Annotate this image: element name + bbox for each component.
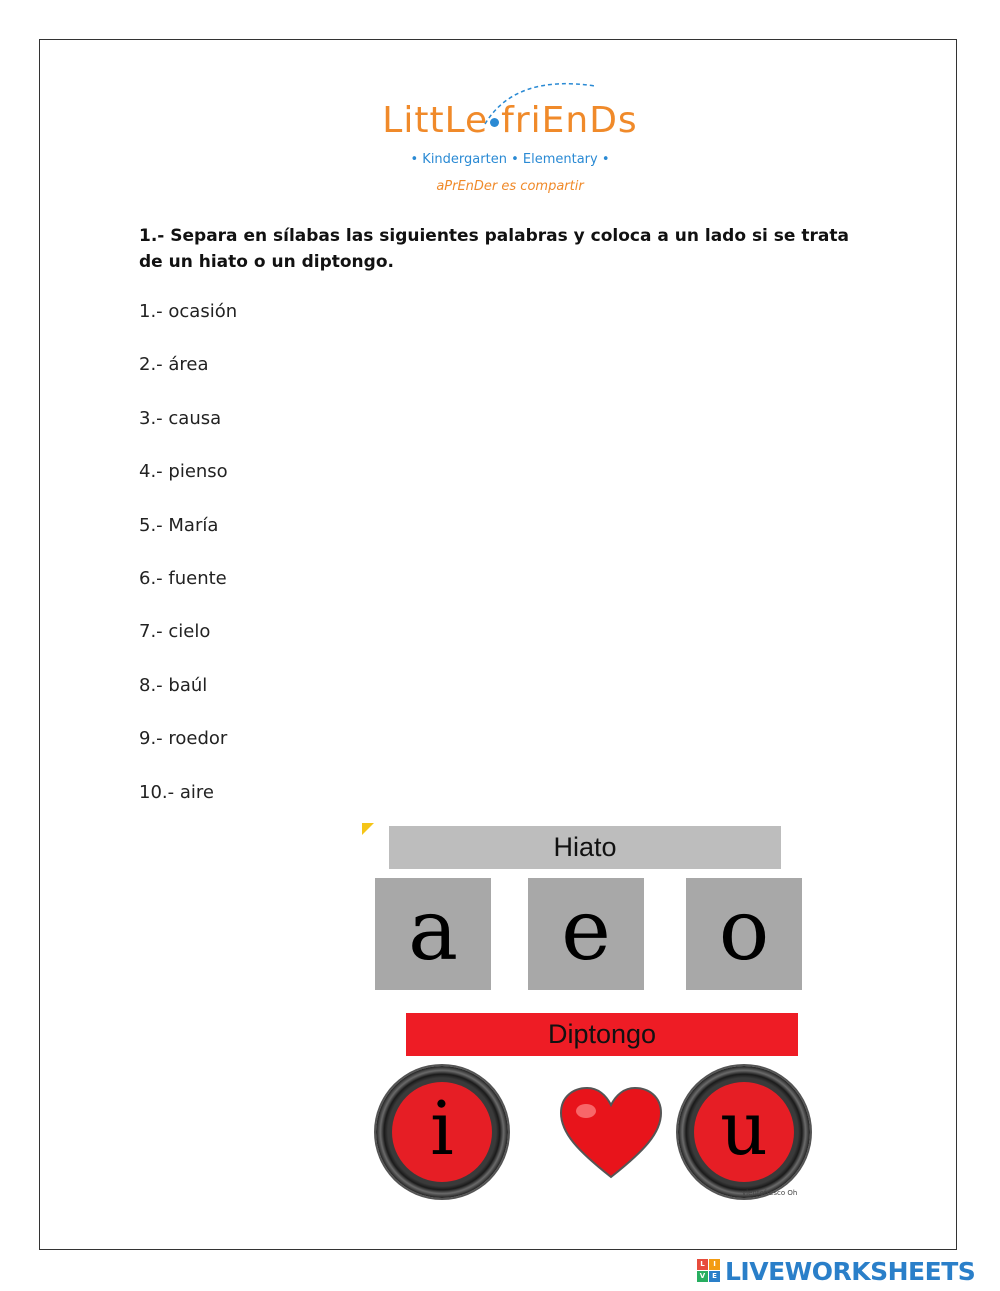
vowel-box-e: e [528, 878, 644, 990]
bottle-cap-letter: u [694, 1082, 794, 1182]
logo-dot-icon [490, 118, 499, 127]
list-item: 2.- área [139, 354, 209, 376]
logo-brand-right: friEnDs [501, 100, 638, 141]
list-item: 5.- María [139, 514, 219, 536]
list-item: 8.- baúl [139, 674, 208, 696]
exercise-instruction: 1.- Separa en sílabas las siguientes palabras y coloca a un lado si se trata de un hiato o un diptongo. [139, 226, 849, 272]
bottle-cap-letter: i [392, 1082, 492, 1182]
corner-marker-icon [362, 823, 374, 835]
logo-letter-i: I [709, 1259, 720, 1270]
liveworksheets-brand: LIVEWORKSHEETS [725, 1257, 976, 1286]
diptongo-label: Diptongo [406, 1013, 798, 1056]
list-item: 9.- roedor [139, 728, 228, 750]
school-logo [380, 80, 640, 200]
list-item: 1.- ocasión [139, 301, 238, 322]
worksheet-page [39, 39, 957, 1250]
vowel-box-o: o [686, 878, 802, 990]
list-item: 3.- causa [139, 407, 222, 429]
logo-subtitle: • Kindergarten • Elementary • [410, 152, 610, 167]
heart-icon [558, 1085, 664, 1181]
vowel-box-a: a [375, 878, 491, 990]
logo-brand-left: LittLe [382, 100, 489, 141]
list-item: 4.- pienso [139, 461, 228, 483]
logo-letter-v: V [697, 1271, 708, 1282]
bottle-cap-i [376, 1066, 508, 1198]
list-item: 7.- cielo [139, 621, 211, 643]
liveworksheets-logo-icon [697, 1259, 721, 1283]
hiato-label: Hiato [389, 826, 781, 869]
list-item: 6.- fuente [139, 567, 227, 589]
logo-tagline: aPrEnDer es compartir [436, 179, 584, 194]
hiato-diptongo-graphic [362, 823, 812, 1203]
list-item: 10.- aire [139, 781, 214, 803]
logo-letter-e: E [709, 1271, 720, 1282]
logo-brand-text [380, 100, 640, 141]
image-credit: vientofresco Oh [742, 1189, 798, 1197]
logo-letter-l: L [697, 1259, 708, 1270]
bottle-cap-u [678, 1066, 810, 1198]
word-list [139, 300, 237, 834]
